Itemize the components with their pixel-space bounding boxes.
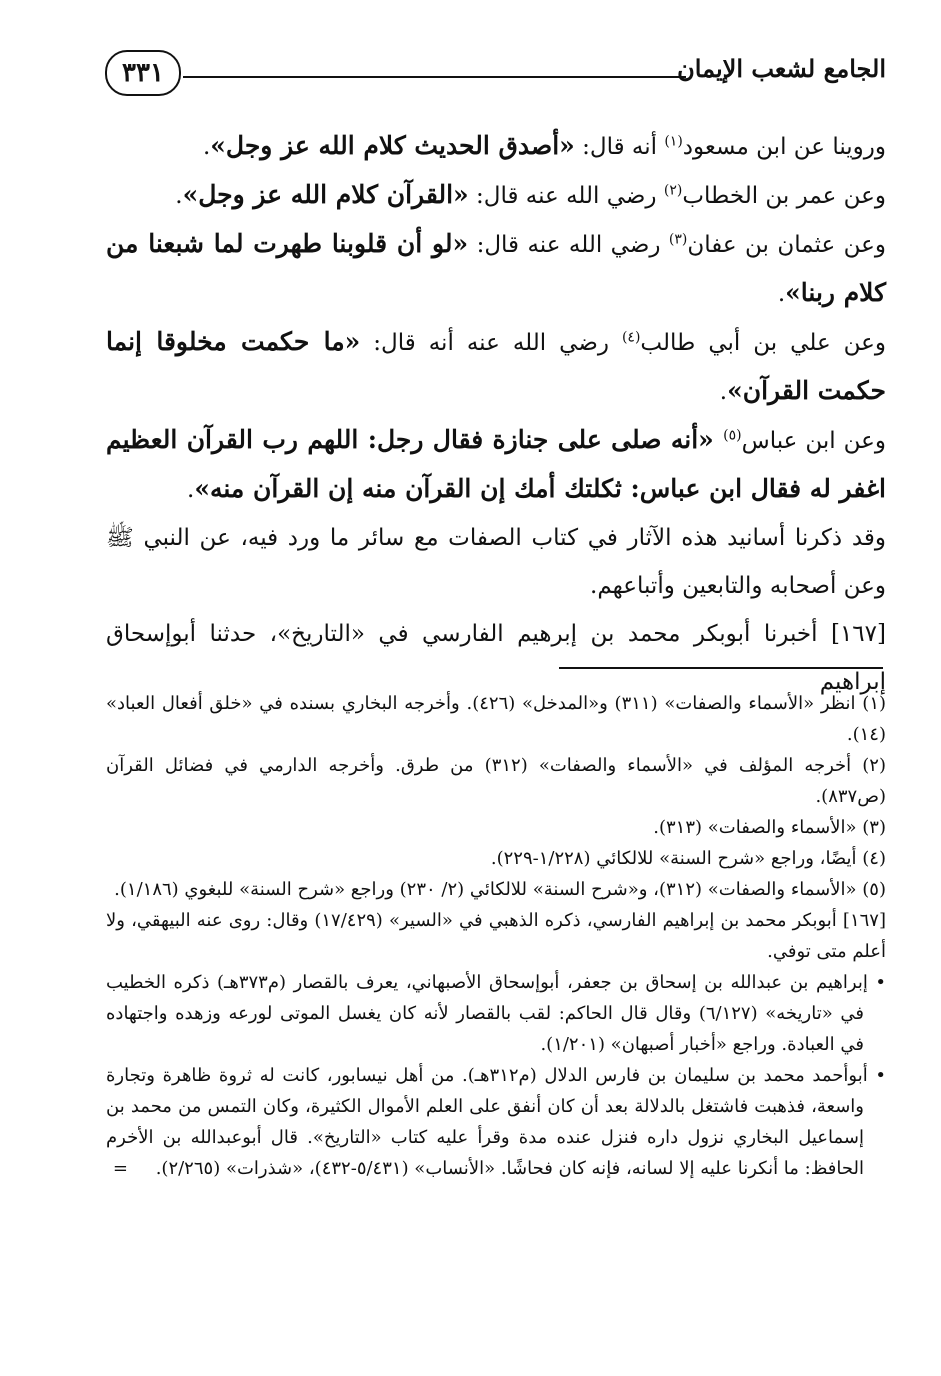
paragraph-ibn-masud <box>106 122 886 171</box>
header-rule <box>183 76 686 78</box>
footnote-ref: (٣) <box>668 231 688 248</box>
footnote-separator <box>559 667 883 669</box>
main-text <box>106 122 886 706</box>
paragraph-umar <box>106 171 886 220</box>
footnote-3: (٣) «الأسماء والصفات» (٣١٣). <box>653 817 886 838</box>
text: وعن عثمان بن عفان <box>687 232 886 258</box>
page-header <box>105 50 886 100</box>
quote: «ما حكمت مخلوقا إنما حكمت القرآن» <box>106 327 886 405</box>
text: وعن علي بن أبي طالب <box>640 330 886 356</box>
paragraph-uthman <box>106 220 886 318</box>
text: . <box>202 134 211 160</box>
text: أنه قال: <box>574 134 665 160</box>
quote: «لو أن قلوبنا طهرت لما شبعنا من كلام ربنا» <box>106 229 886 307</box>
text: رضي الله عنه قال: <box>468 183 664 209</box>
bullet-text: • أبوأحمد محمد بن سليمان بن فارس الدلال (م٣١٢هـ). من أهل نيسابور، كانت له ثروة ظاهرة وتجارة واسعة، فذهبت فاشتغل بالدلالة بعد أن كان أنفق على العلم الأموال الكثيرة، وكان التمس من محمد بن إسماعيل البخاري نزول داره فنزل عنده مدة وقرأ عليه كتاب «التاريخ». قال أبوعبدالله بن الأخرم الحافظ: ما أنكرنا عليه إلا لسانه، فإنه كان فحاشًا. «الأنساب» (٥/٤٣١-٤٣٢)، «شذرات» (٢/٢٦٥). <box>106 1065 886 1179</box>
footnote-5: (٥) «الأسماء والصفات» (٣١٢)، و«شرح السنة» للالكائي (٢/ ٢٣٠) وراجع «شرح السنة» للبغوي (١/١٨٦). <box>114 879 886 900</box>
text: رضي الله عنه أنه قال: <box>360 330 622 356</box>
text: وروينا عن ابن مسعود <box>682 134 886 160</box>
text: وعن ابن عباس <box>741 428 886 454</box>
bullet-ibrahim: • إبراهيم بن عبدالله بن إسحاق بن جعفر، أبوإسحاق الأصبهاني، يعرف بالقصار (م٣٧٣هـ) ذكره الخطيب في «تاريخه» (٦/١٢٧) وقال قال الحاكم: لقب بالقصار لأنه كان يغسل الموتى لورعه وزهده واجتهاده في العبادة. وراجع «أخبار أصبهان» (١/٢٠١). <box>106 972 887 1055</box>
footnote-4: (٤) أيضًا، وراجع «شرح السنة» للالكائي (١/٢٢٨-٢٢٩). <box>490 848 886 869</box>
paragraph-167: [١٦٧] أخبرنا أبوبكر محمد بن إبرهيم الفارسي في «التاريخ»، حدثنا أبوإسحاق إبراهيم <box>106 621 886 695</box>
footnote-ref: (٢) <box>663 182 683 199</box>
text: . <box>777 281 786 307</box>
footnote-ref: (١) <box>664 133 683 150</box>
text: وعن عمر بن الخطاب <box>682 183 886 209</box>
paragraph-ali <box>106 318 886 416</box>
quote: «القرآن كلام الله عز وجل» <box>182 180 469 209</box>
footnote-167: [١٦٧] أبوبكر محمد بن إبراهيم الفارسي، ذكره الذهبي في «السير» (١٧/٤٢٩) وقال: روى عنه البيهقي، ولا أعلم متى توفي. <box>106 910 887 962</box>
text: رضي الله عنه قال: <box>468 232 669 258</box>
page-number: ٣٣١ <box>105 50 181 96</box>
paragraph-asanid: وقد ذكرنا أسانيد هذه الآثار في كتاب الصفات مع سائر ما ورد فيه، عن النبي ﷺ وعن أصحابه والتابعين وأتباعهم. <box>106 525 886 599</box>
quote: «أصدق الحديث كلام الله عز وجل» <box>210 131 575 160</box>
footnote-ref: (٤) <box>621 329 641 346</box>
footnote-2: (٢) أخرجه المؤلف في «الأسماء والصفات» (٣١٢) من طرق. وأخرجه الدارمي في فضائل القرآن (ص٨٣٧). <box>106 755 886 807</box>
quote: «أنه صلى على جنازة فقال رجل: اللهم رب القرآن العظيم اغفر له فقال ابن عباس: ثكلتك أمك إن القرآن منه إن القرآن منه» <box>106 425 886 503</box>
footnotes <box>106 688 886 1184</box>
text: . <box>719 379 728 405</box>
paragraph-ibn-abbas <box>106 416 886 514</box>
footnote-1: (١) انظر «الأسماء والصفات» (٣١١) و«المدخل» (٤٢٦). وأخرجه البخاري بسنده في «خلق أفعال العباد» (١٤). <box>106 693 887 745</box>
text: . <box>175 183 183 209</box>
bullet-abu-ahmad: • أبوأحمد محمد بن سليمان بن فارس الدلال (م٣١٢هـ). من أهل نيسابور، كانت له ثروة ظاهرة وتجارة واسعة، فذهبت فاشتغل بالدلالة بعد أن كان أنفق على العلم الأموال الكثيرة، وكان التمس من محمد بن إسماعيل البخاري نزول داره فنزل عنده مدة وقرأ عليه كتاب «التاريخ». قال أبوعبدالله بن الأخرم الحافظ: ما أنكرنا عليه إلا لسانه، فإنه كان فحاشًا. «الأنساب» (٥/٤٣١-٤٣٢)، «شذرات» (٢/٢٦٥). = <box>106 1065 886 1179</box>
running-title: الجامع لشعب الإيمان <box>677 54 886 83</box>
footnote-ref: (٥) <box>723 427 742 444</box>
text: . <box>187 477 195 503</box>
